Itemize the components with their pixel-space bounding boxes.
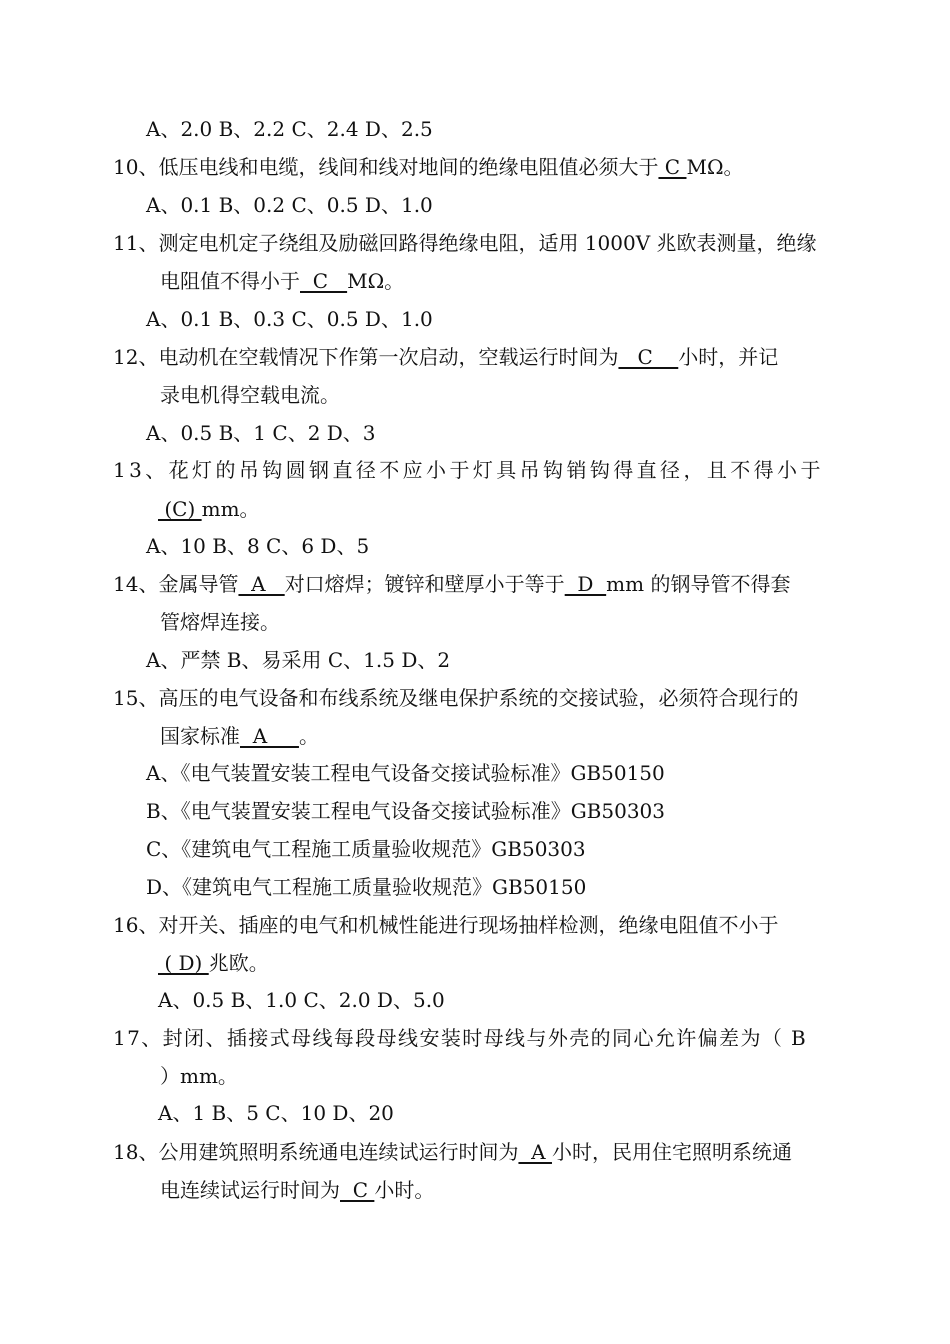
question-12-cont: 录电机得空载电流。 bbox=[160, 383, 340, 407]
question-text: 兆欧。 bbox=[208, 951, 269, 975]
question-10 bbox=[113, 154, 744, 180]
answer-blank: C bbox=[658, 155, 687, 179]
answer-blank: A bbox=[238, 572, 285, 596]
question-13: 13、花灯的吊钩圆钢直径不应小于灯具吊钩销钩得直径，且不得小于 bbox=[113, 458, 824, 482]
question-text: 12、电动机在空载情况下作第一次启动，空载运行时间为 bbox=[113, 345, 619, 369]
question-text: mm 的钢导管不得套 bbox=[606, 572, 791, 596]
answer-blank: C bbox=[618, 345, 679, 369]
question-text: 电连续试运行时间为 bbox=[160, 1178, 340, 1202]
question-text: 小时。 bbox=[374, 1178, 435, 1202]
question-11: 11、测定电机定子绕组及励磁回路得绝缘电阻，适用 1000V 兆欧表测量，绝缘 bbox=[113, 231, 817, 255]
question-14 bbox=[113, 571, 790, 597]
options-q9: A、2.0 B、2.2 C、2.4 D、2.5 bbox=[146, 117, 433, 141]
options-q10: A、0.1 B、0.2 C、0.5 D、1.0 bbox=[146, 193, 433, 217]
question-text: 10、低压电线和电缆，线间和线对地间的绝缘电阻值必须大于 bbox=[113, 155, 659, 179]
question-17-cont: ）mm。 bbox=[160, 1064, 238, 1088]
answer-blank: A bbox=[518, 1140, 552, 1164]
answer-blank: ( D) bbox=[158, 951, 209, 975]
question-text: 小时，民用住宅照明系统通 bbox=[551, 1140, 792, 1164]
question-17: 17、封闭、插接式母线每段母线安装时母线与外壳的同心允许偏差为（ B bbox=[113, 1026, 808, 1050]
answer-blank: C bbox=[340, 1178, 375, 1202]
answer-blank: A bbox=[240, 724, 299, 748]
question-18-cont bbox=[160, 1177, 434, 1203]
question-text: MΩ。 bbox=[347, 269, 405, 293]
question-text: 。 bbox=[298, 724, 319, 748]
question-text: mm。 bbox=[201, 497, 260, 521]
question-text: 14、金属导管 bbox=[113, 572, 239, 596]
question-13-cont bbox=[158, 496, 260, 522]
answer-blank: D bbox=[564, 572, 607, 596]
options-q12: A、0.5 B、1 C、2 D、3 bbox=[146, 421, 376, 445]
question-15-cont bbox=[160, 723, 319, 749]
question-text: 电阻值不得小于 bbox=[160, 269, 300, 293]
question-16-cont bbox=[158, 950, 269, 976]
option-d-q15: D、《建筑电气工程施工质量验收规范》GB50150 bbox=[146, 875, 587, 899]
question-text: 小时，并记 bbox=[678, 345, 779, 369]
question-text: 对口熔焊；镀锌和壁厚小于等于 bbox=[284, 572, 565, 596]
option-a-q15: A、《电气装置安装工程电气设备交接试验标准》GB50150 bbox=[146, 761, 665, 785]
answer-blank: (C) bbox=[158, 497, 202, 521]
question-14-cont: 管熔焊连接。 bbox=[160, 610, 280, 634]
answer-blank: C bbox=[300, 269, 348, 293]
question-16: 16、对开关、插座的电气和机械性能进行现场抽样检测，绝缘电阻值不小于 bbox=[113, 913, 779, 937]
question-12 bbox=[113, 344, 778, 370]
question-11-cont bbox=[160, 268, 404, 294]
question-text: 国家标准 bbox=[160, 724, 240, 748]
question-18 bbox=[113, 1139, 792, 1165]
question-text: 18、公用建筑照明系统通电连续试运行时间为 bbox=[113, 1140, 519, 1164]
options-q11: A、0.1 B、0.3 C、0.5 D、1.0 bbox=[146, 307, 433, 331]
options-q14: A、严禁 B、易采用 C、1.5 D、2 bbox=[146, 648, 451, 672]
options-q13: A、10 B、8 C、6 D、5 bbox=[146, 534, 370, 558]
question-15: 15、高压的电气设备和布线系统及继电保护系统的交接试验，必须符合现行的 bbox=[113, 686, 799, 710]
option-b-q15: B、《电气装置安装工程电气设备交接试验标准》GB50303 bbox=[146, 799, 665, 823]
option-c-q15: C、《建筑电气工程施工质量验收规范》GB50303 bbox=[146, 837, 586, 861]
options-q17: A、1 B、5 C、10 D、20 bbox=[158, 1101, 394, 1125]
options-q16: A、0.5 B、1.0 C、2.0 D、5.0 bbox=[158, 988, 445, 1012]
question-text: MΩ。 bbox=[686, 155, 744, 179]
